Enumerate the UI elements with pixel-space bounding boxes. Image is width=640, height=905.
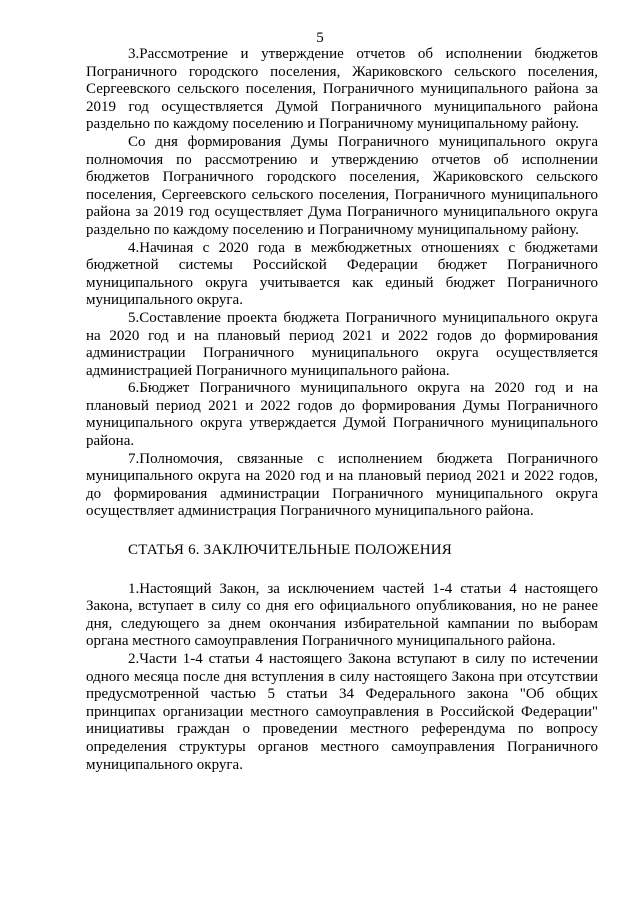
paragraph-final-1: 1.Настоящий Закон, за исключением частей 1-4 статьи 4 настоящего Закона, вступает в силу со дня его официального опубликования, но не ранее дня, следующего за днем окончания избирательной кампании по выборам органа местного самоуправления Пограничного муниципального района. xyxy=(86,580,598,650)
paragraph-part-4: 4.Начиная с 2020 года в межбюджетных отношениях с бюджетами бюджетной системы Российской Федерации бюджет Пограничного муниципального округа учитывается как единый бюджет Пограничного муниципального округа. xyxy=(86,239,598,309)
paragraph-final-2: 2.Части 1-4 статьи 4 настоящего Закона вступают в силу по истечении одного месяца после дня вступления в силу настоящего Закона при отсутствии предусмотренной частью 5 статьи 34 Федерального закона "Об общих принципах организации местного самоуправления в Российской Федерации" инициативы граждан о проведении местного референдума по вопросу определения структуры органов местного самоуправления Пограничного муниципального округа. xyxy=(86,651,598,773)
section-heading: СТАТЬЯ 6. ЗАКЛЮЧИТЕЛЬНЫЕ ПОЛОЖЕНИЯ xyxy=(128,542,452,559)
paragraph-part-5: 5.Составление проекта бюджета Пограничного муниципального округа на 2020 год и на плановый период 2021 и 2022 годов до формирования администрации Пограничного муниципального округа осуществляется администрацией Пограничного муниципального района. xyxy=(86,309,598,379)
paragraph-part-3-continuation: Со дня формирования Думы Пограничного муниципального округа полномочия по рассмотрению и утверждению отчетов об исполнении бюджетов Пограничного городского поселения, Жариковского сельского поселения, Сергеевского сельского поселения, Пограничного муниципального района за 2019 год осуществляет Дума Пограничного муниципального округа раздельно по каждому поселению и Пограничному муниципальному району. xyxy=(86,133,598,238)
paragraph-part-7: 7.Полномочия, связанные с исполнением бюджета Пограничного муниципального округа на 2020 год и на плановый период 2021 и 2022 годов, до формирования администрации Пограничного муниципального округа осуществляет администрация Пограничного муниципального района. xyxy=(86,450,598,520)
paragraph-part-6: 6.Бюджет Пограничного муниципального округа на 2020 год и на плановый период 2021 и 2022 годов до формирования Думы Пограничного муниципального округа утверждается Думой Пограничного муниципального района. xyxy=(86,380,598,450)
paragraph-part-3: 3.Рассмотрение и утверждение отчетов об исполнении бюджетов Пограничного городского поселения, Жариковского сельского поселения, Сергеевского сельского поселения, Пограничного муниципального района за 2019 год осуществляется Думой Пограничного муниципального района раздельно по каждому поселению и Пограничному муниципальному району. xyxy=(86,46,598,133)
page-number: 5 xyxy=(316,30,324,46)
document-body xyxy=(86,46,598,774)
